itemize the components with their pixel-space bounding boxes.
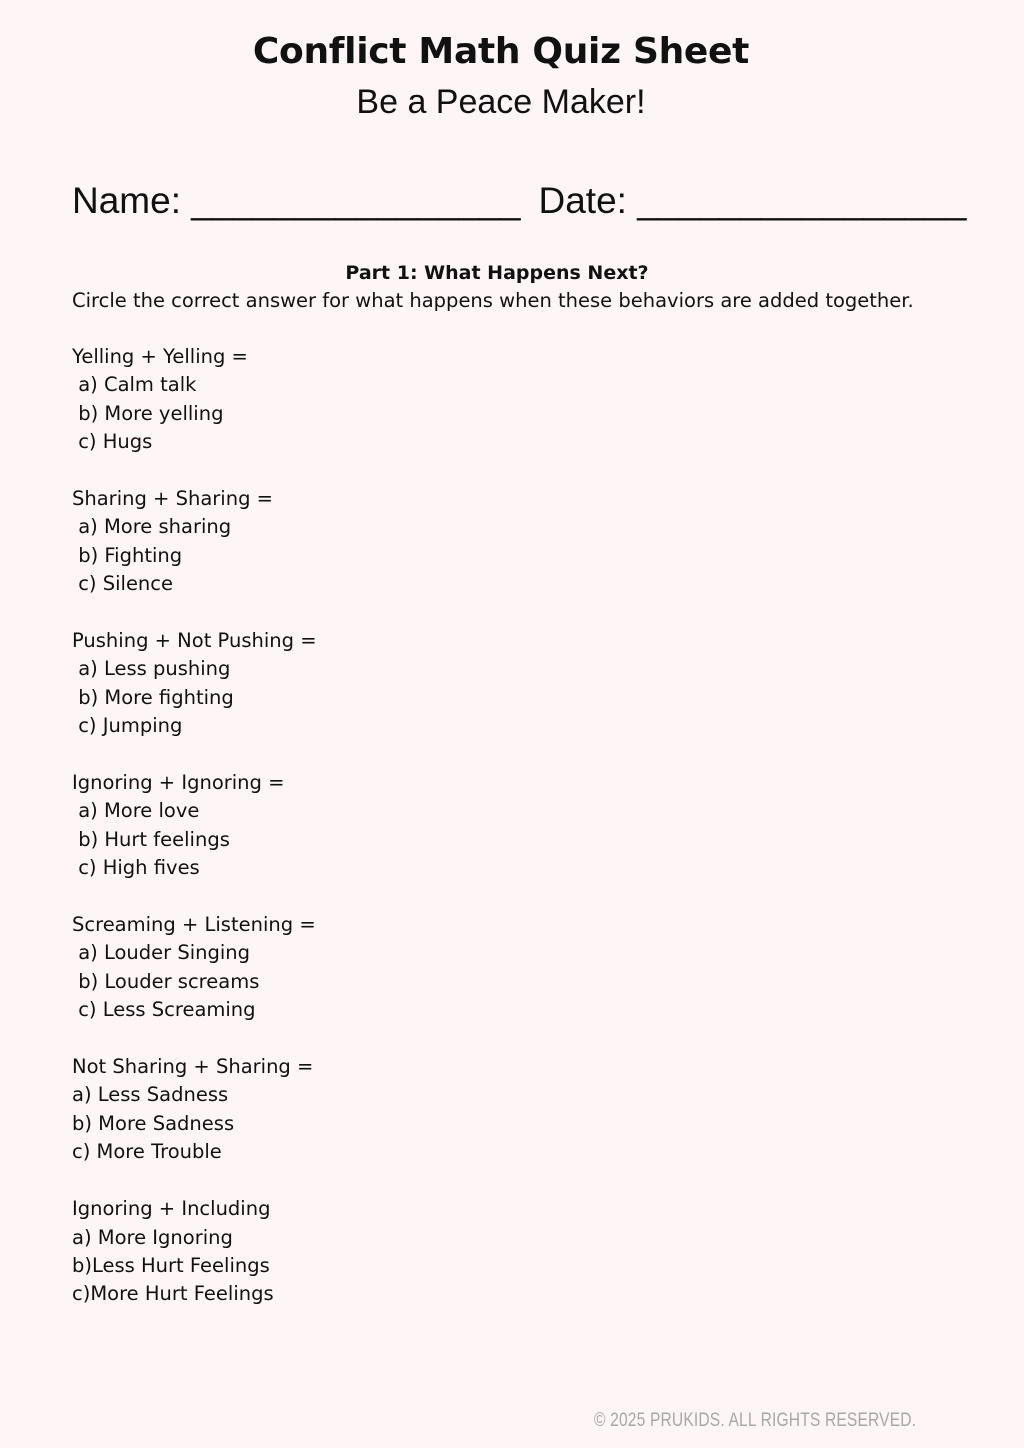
question-prompt: Yelling + Yelling =	[72, 345, 248, 368]
question-prompt: Screaming + Listening =	[72, 913, 316, 937]
answer-option: c) Silence	[72, 572, 174, 596]
answer-option: b) Fighting	[72, 543, 183, 567]
answer-option: b) More yelling	[72, 401, 224, 425]
answer-option: a) Less pushing	[72, 657, 231, 681]
question-prompt: Sharing + Sharing =	[72, 487, 273, 511]
answer-option: a) Louder Singing	[72, 941, 251, 965]
answer-option: c) Jumping	[72, 714, 183, 738]
question-prompt: Ignoring + Ignoring =	[72, 771, 285, 795]
answer-option: c) Hugs	[72, 430, 153, 454]
answer-option: b) More fighting	[72, 685, 234, 709]
question-7	[72, 1195, 952, 1309]
answer-option: b) Louder screams	[72, 969, 260, 993]
answer-option: b) More Sadness	[72, 1111, 235, 1135]
answer-option: b)Less Hurt Feelings	[72, 1253, 270, 1277]
answer-option: b) Hurt feelings	[72, 827, 230, 851]
question-prompt: Ignoring + Including	[72, 1197, 271, 1221]
name-field-label: Name: ________________	[72, 180, 521, 221]
part-1-instructions: Circle the correct answer for what happens when these behaviors are added together.	[72, 289, 914, 312]
question-2	[72, 485, 952, 599]
copyright-footer: © 2025 PRUKIDS. ALL RIGHTS RESERVED.	[594, 1410, 917, 1431]
answer-option: a) More Ignoring	[72, 1225, 233, 1249]
question-4	[72, 769, 952, 883]
date-field-label: Date: ________________	[538, 180, 967, 221]
part-1-heading: Part 1: What Happens Next?	[345, 262, 649, 284]
name-date-row	[72, 178, 972, 224]
question-1	[72, 343, 952, 457]
answer-option: a) More sharing	[72, 515, 232, 539]
answer-option: a) Less Sadness	[72, 1083, 229, 1107]
question-list	[72, 343, 952, 1337]
question-prompt: Pushing + Not Pushing =	[72, 629, 317, 653]
answer-option: a) More love	[72, 799, 200, 823]
question-5	[72, 911, 952, 1025]
answer-option: c) High fives	[72, 856, 200, 880]
question-prompt: Not Sharing + Sharing =	[72, 1055, 314, 1079]
page-title: Conflict Math Quiz Sheet	[252, 31, 750, 72]
question-6	[72, 1053, 952, 1167]
page-subtitle: Be a Peace Maker!	[356, 83, 646, 121]
answer-option: c) Less Screaming	[72, 998, 256, 1022]
answer-option: c)More Hurt Feelings	[72, 1282, 274, 1306]
answer-option: c) More Trouble	[72, 1140, 222, 1164]
question-3	[72, 627, 952, 741]
answer-option: a) Calm talk	[72, 373, 197, 397]
